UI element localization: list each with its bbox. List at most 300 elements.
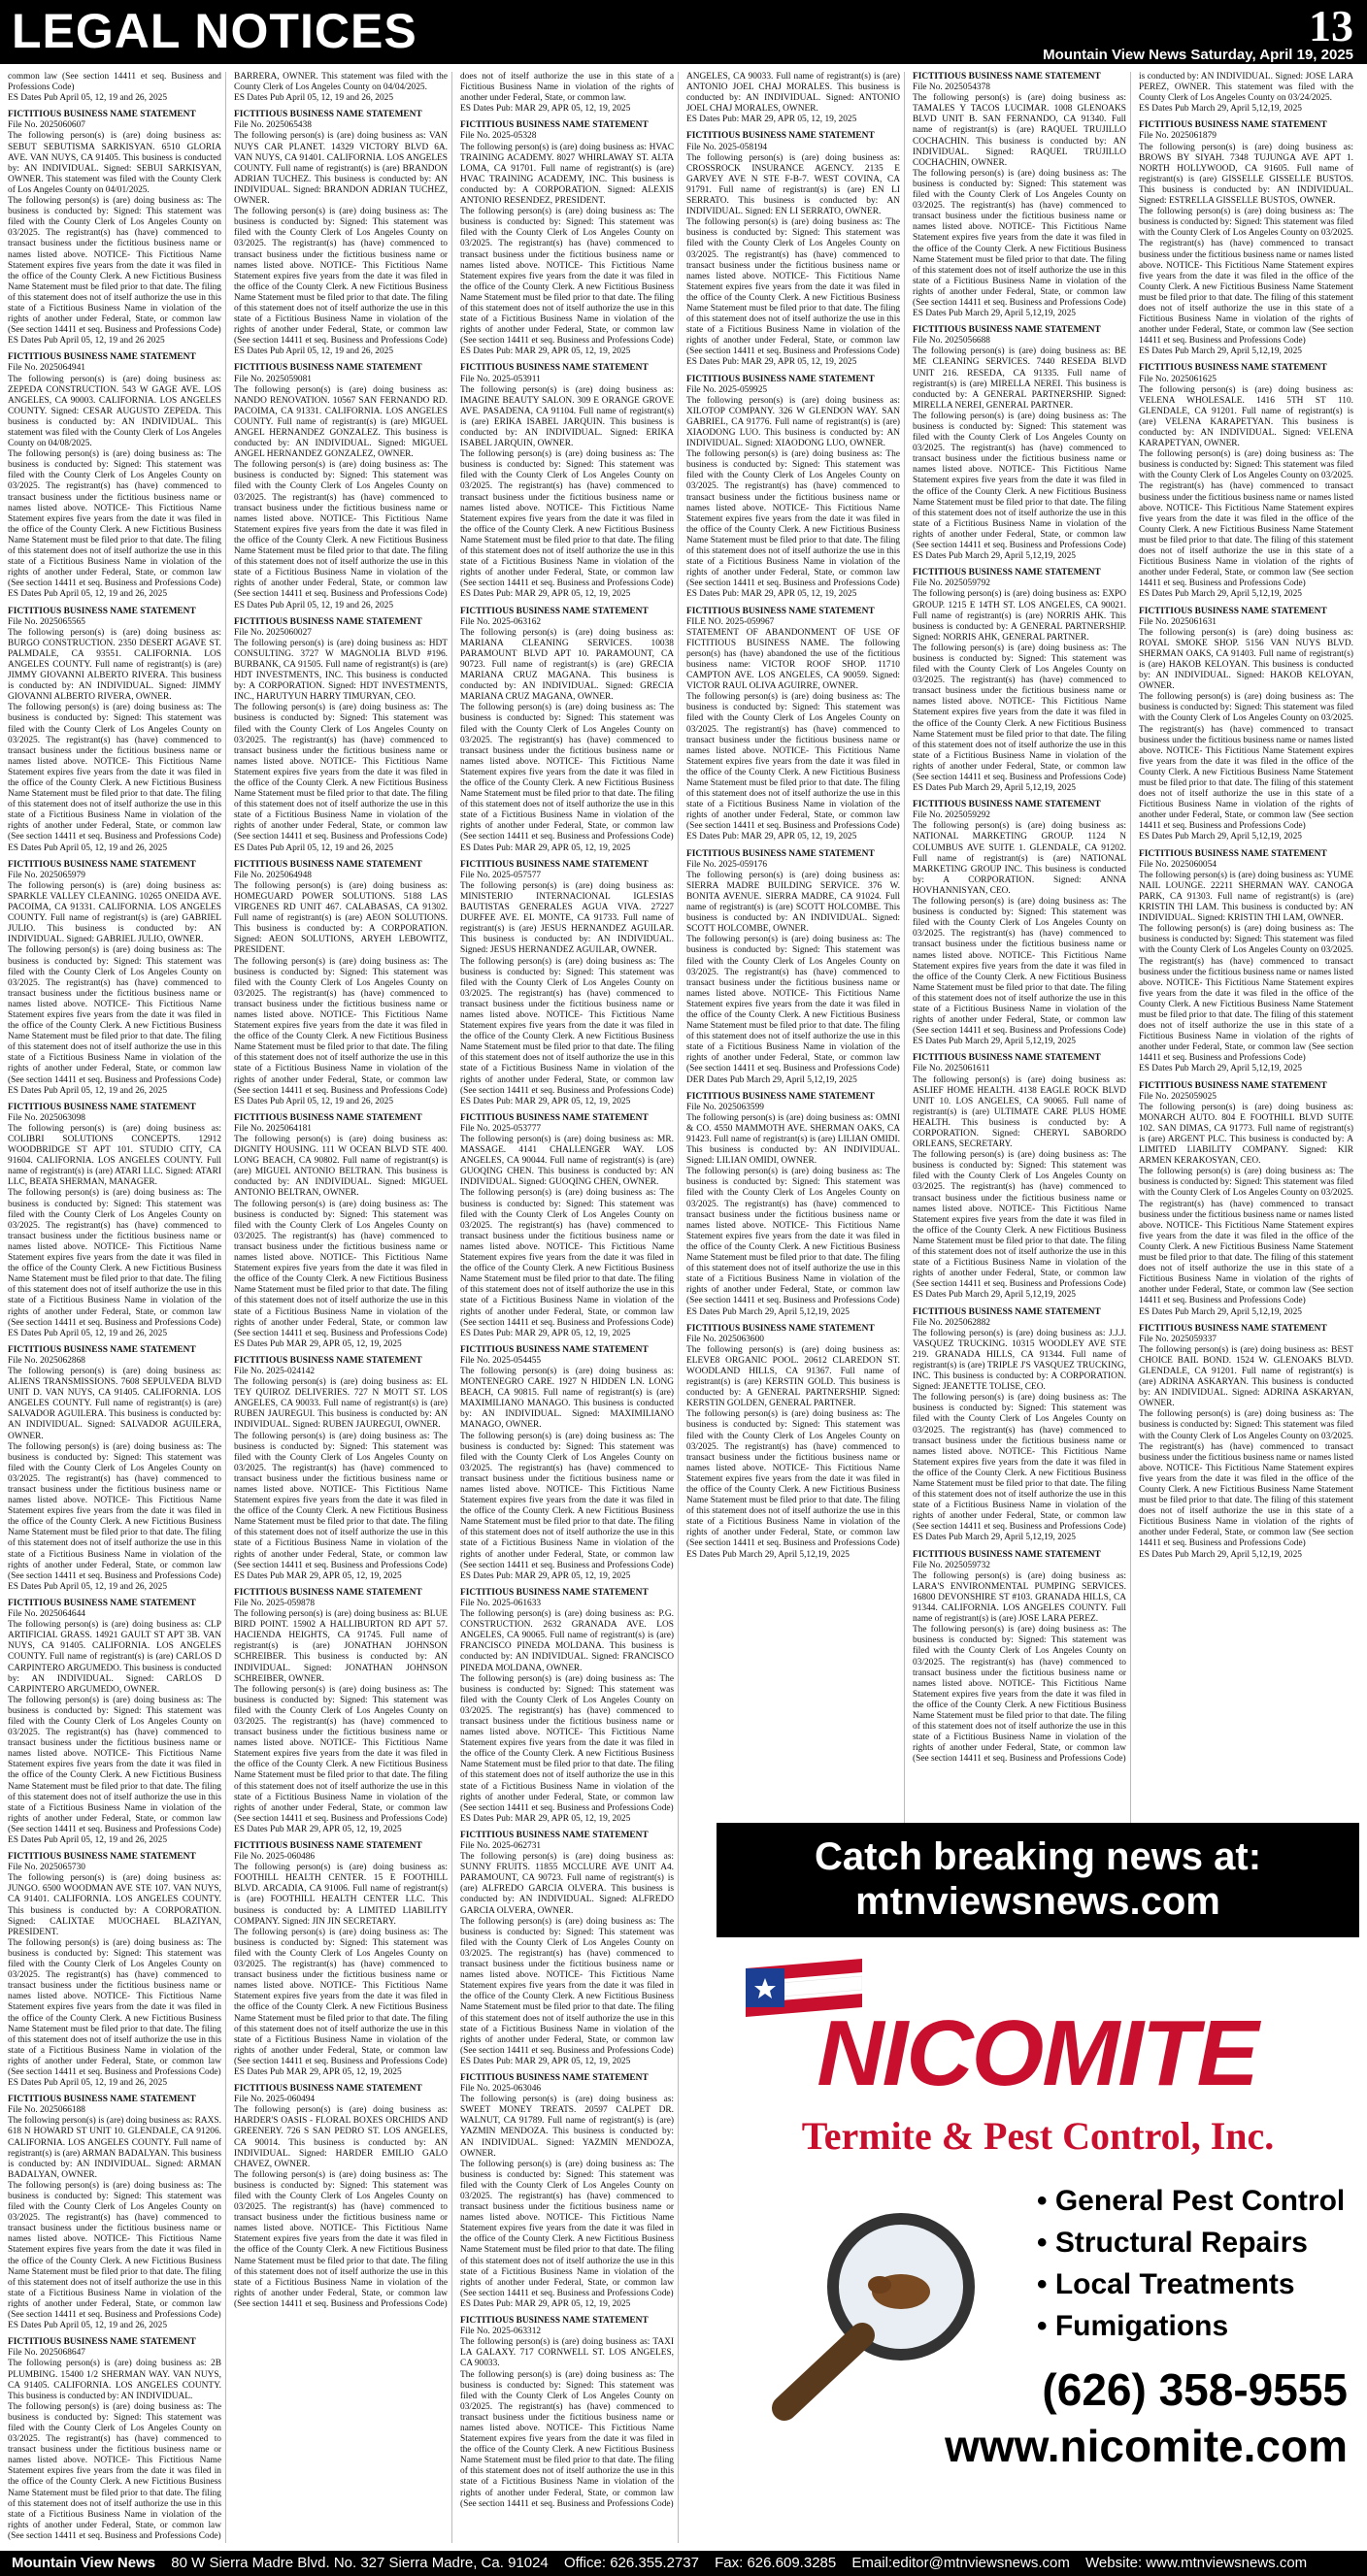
notice-boilerplate: The following person(s) is (are) doing business as: The business is conducted by: Signed: This statement was filed with the County Clerk of Los Angeles County on 03/2025. The registrant(s) has (have) commenced to transact business under the fictitious business name or names listed above. NOTICE- This Fictitious Name Statement expires five years from the date it was filed in the office of the County Clerk. A new Fictitious Business Name Statement must be filed prior to that date. The filing of this statement does not of itself authorize the use in this state of a Fictitious Business Name in violation of the rights of another under Federal, State, or common law (See section 14411 et seq. Business and Professions Code): [686, 935, 900, 1074]
notice-publication-dates: ES Dates Pub: MAR 29, APR 05, 12, 19, 2025: [686, 115, 857, 125]
notice-boilerplate: The following person(s) is (are) doing business as: The business is conducted by: Signed: This statement was filed with the County Clerk of Los Angeles County on 03/2025. The registrant(s) has (have) commenced to transact business under the fictitious business name or names listed above. NOTICE- This Fictitious Name Statement expires five years from the date it was filed in the office of the County Clerk. A new Fictitious Business Name Statement must be filed prior to that date. The filing of this statement does not of itself authorize the use in this state of a Fictitious Business Name in violation of the rights of another under Federal, State, or common law (See section 14411 et seq. Business and Professions Code): [8, 703, 221, 842]
notice-publication-dates: DER Dates Pub March 29, April 5,12,19, 2025: [686, 1074, 857, 1085]
notice-publication-dates: ES Dates Pub: MAR 29, APR 05, 12, 19, 2025: [460, 347, 631, 357]
notice-publication-dates: ES Dates Pub MAR 29, APR 05, 12, 19, 2025: [234, 2066, 402, 2077]
notice-heading: FICTITIOUS BUSINESS NAME STATEMENT: [8, 352, 196, 363]
notice-file-number: File No. 2025056688: [913, 336, 990, 347]
service-item: • Local Treatments: [1037, 2263, 1348, 2305]
notice-publication-dates: ES Dates Pub March 29, April 5,12,19, 2025: [686, 1549, 850, 1560]
legal-notice: [460, 2316, 674, 2510]
notice-boilerplate: The following person(s) is (are) doing business as: The business is conducted by: Signed: This statement was filed with the County Clerk of Los Angeles County on 03/2025. The registrant(s) has (have) commenced to transact business under the fictitious business name or names listed above. NOTICE- This Fictitious Name Statement expires five years from the date it was filed in the office of the County Clerk. A new Fictitious Business Name Statement must be filed prior to that date. The filing of this statement does not of itself authorize the use in this state of a Fictitious Business Name in violation of the rights of another under Federal, State, or common law (See section 14411 et seq. Business and Professions Code): [1139, 449, 1353, 589]
notice-publication-dates: ES Dates Pub March 29, April 5,12,19, 2025: [913, 1290, 1076, 1301]
notice-heading: FICTITIOUS BUSINESS NAME STATEMENT: [1139, 1323, 1327, 1334]
notice-publication-dates: ES Dates Pub MAR 29, APR 05, 12, 19, 2025: [234, 1570, 402, 1581]
legal-notice: [913, 1550, 1126, 1766]
notice-body: The following person(s) is (are) doing business as: DIGNITY HOUSING. 111 W OCEAN BLVD STE 400. LONG BEACH, CA 90802. Full name of registrant(s) is (are) MIGUEL ANTONIO BELTRAN. This business is conducted by: AN INDIVIDUAL. Signed: MIGUEL ANTONIO BELTRAN, OWNER.: [234, 1135, 448, 1199]
notice-boilerplate: The following person(s) is (are) doing business as: The business is conducted by: Signed: This statement was filed with the County Clerk of Los Angeles County on 03/2025. The registrant(s) has (have) commenced to transact business under the fictitious business name or names listed above. NOTICE- This Fictitious Name Statement expires five years from the date it was filed in the office of the County Clerk. A new Fictitious Business Name Statement must be filed prior to that date. The filing of this statement does not of itself authorize the use in this state of a Fictitious Business Name in violation of the rights of another under Federal, State, or common law (See section 14411 et seq. Business and Professions Code): [234, 956, 448, 1096]
notice-boilerplate: The following person(s) is (are) doing business as: The business is conducted by: Signed: This statement was filed with the County Clerk of Los Angeles County on 03/2025. The registrant(s) has (have) commenced to transact business under the fictitious business name or names listed above. NOTICE- This Fictitious Name Statement expires five years from the date it was filed in the office of the County Clerk. A new Fictitious Business Name Statement must be filed prior to that date. The filing of this statement does not of itself authorize the use in this state of a Fictitious Business Name in violation of the rights of another under Federal, State, or common law (See section 14411 et seq. Business and Professions Code): [913, 643, 1126, 782]
notice-boilerplate: The following person(s) is (are) doing business as: The business is conducted by: Signed: This statement was filed with the County Clerk of Los Angeles County on 03/2025. The registrant(s) has (have) commenced to transact business under the fictitious business name or names listed above. NOTICE- This Fictitious Name Statement expires five years from the date it was filed in the office of the County Clerk. A new Fictitious Business Name Statement must be filed prior to that date. The filing of this statement does not of itself authorize the use in this state of a Fictitious Business Name in violation of the rights of another under Federal, State, or common law (See section 14411 et seq. Business and Professions Code): [686, 449, 900, 589]
notice-body: The following person(s) is (are) doing business as: XILOTOP COMPANY. 326 W GLENDON WAY. SAN GABRIEL, CA 91776. Full name of registrant(s) is (are) XIAODONG LUO. This business is conducted by: AN INDIVIDUAL. Signed: XIAODONG LUO, OWNER.: [686, 395, 900, 449]
notice-file-number: File No. 2025059337: [1139, 1334, 1217, 1344]
legal-notice: [686, 1324, 900, 1561]
notice-heading: FICTITIOUS BUSINESS NAME STATEMENT: [460, 363, 649, 374]
notice-boilerplate: The following person(s) is (are) doing business as: The business is conducted by: Signed: This statement was filed with the County Clerk of Los Angeles County on 03/2025. The registrant(s) has (have) commenced to transact business under the fictitious business name or names listed above. NOTICE- This Fictitious Name Statement expires five years from the date it was filed in the office of the County Clerk. A new Fictitious Business Name Statement must be filed prior to that date. The filing of this statement does not of itself authorize the use in this state of a Fictitious Business Name in violation of the rights of another under Federal, State, or common law (See section 14411 et seq. Business and Professions Code): [460, 1916, 674, 2056]
section-title: LEGAL NOTICES: [12, 4, 417, 58]
notice-heading: FICTITIOUS BUSINESS NAME STATEMENT: [460, 859, 649, 870]
notice-body: The following person(s) is (are) doing business as: ALIENS TRANSMISSIONS. 7608 SEPULVEDA BLVD UNIT D. VAN NUYS, CA 91405. CALIFORNIA. LOS ANGELES COUNTY. Full name of registrant(s) is (are) SALVADOR AGUILERA. This business is conducted by: AN INDIVIDUAL. Signed: SALVADOR AGUILERA, OWNER.: [8, 1366, 221, 1441]
legal-notice: [234, 1588, 448, 1835]
notice-publication-dates: ES Dates Pub April 05, 12, 19 and 26, 2025: [8, 2078, 168, 2089]
legal-notice: [686, 72, 900, 125]
notice-file-number: File No. 2025-058194: [686, 142, 768, 152]
notice-body: common law (See section 14411 et seq. Business and Professions Code): [8, 72, 221, 93]
notice-file-number: File No. 2025-059878: [234, 1598, 316, 1608]
notice-boilerplate: The following person(s) is (are) doing business as: The business is conducted by: Signed: This statement was filed with the County Clerk of Los Angeles County on 03/2025. The registrant(s) has (have) commenced to transact business under the fictitious business name or names listed above. NOTICE- This Fictitious Name Statement expires five years from the date it was filed in the office of the County Clerk. A new Fictitious Business Name Statement must be filed prior to that date. The filing of this statement does not of itself authorize the use in this state of a Fictitious Business Name in violation of the rights of another under Federal, State, or common law (See section 14411 et seq. Business and Professions Code): [234, 207, 448, 347]
notice-body: The following person(s) is (are) doing business as: VELENA WHOLESALE. 1416 5TH ST 110. GLENDALE, CA 91201. Full name of registrant(s) is (are) VELENA KARAPETYAN. This business is conducted by: AN INDIVIDUAL. Signed: VELENA KARAPETYAN, OWNER.: [1139, 384, 1353, 449]
legal-notice: [8, 2337, 221, 2542]
notice-body: The following person(s) is (are) doing business as: OMNI & CO. 4550 MAMMOTH AVE. SHERMAN OAKS, CA 91423. Full name of registrant(s) is (are) LILIAN OMIDI. This business is conducted by: AN INDIVIDUAL. Signed: LILIAN OMIDI, OWNER.: [686, 1112, 900, 1167]
notice-heading: FICTITIOUS BUSINESS NAME STATEMENT: [460, 1587, 649, 1598]
notice-body: The following person(s) is (are) doing business as: MARIANA CLEANING SERVICES. 10038 PARAMOUNT BLVD APT 10. PARAMOUNT, CA 90723. Full name of registrant(s) is (are) GRECIA MARIANA CRUZ MAGANA. This business is conducted by: AN INDIVIDUAL. Signed: GRECIA MARIANA CRUZ MAGANA, OWNER.: [460, 627, 674, 703]
notice-publication-dates: ES Dates Pub April 05, 12, 19 and 26, 2025: [8, 93, 168, 104]
notice-file-number: File No. 2025-063046: [460, 2084, 542, 2095]
notice-publication-dates: ES Dates Pub March 29, April 5,12,19, 2025: [913, 1037, 1076, 1047]
footer-fax: Fax: 626.609.3285: [715, 2555, 837, 2571]
notice-file-number: File No. 2025065565: [8, 616, 85, 627]
notice-body: The following person(s) is (are) doing business as: HOMEGUARD POWER SOLUTIONS. 5188 LAS VIRGENES RD UNIT 467. CALABASAS, CA 91302. Full name of registrant(s) is (are) AEON SOLUTIONS. This business is conducted by: A CORPORATION. Signed: AEON SOLUTIONS, ARYEH LEBOWITZ, PRESIDENT.: [234, 880, 448, 956]
notice-boilerplate: The following person(s) is (are) doing business as: The business is conducted by: Signed: This statement was filed with the County Clerk of Los Angeles County on 03/2025. The registrant(s) has (have) commenced to transact business under the fictitious business name or names listed above. NOTICE- This Fictitious Name Statement expires five years from the date it was filed in the office of the County Clerk. A new Fictitious Business Name Statement must be filed prior to that date. The filing of this statement does not of itself authorize the use in this state of a Fictitious Business Name in violation of the rights of another under Federal, State, or common law (See section 14411 et seq. Business and Professions Code): [1139, 207, 1353, 347]
notice-file-number: File No. 2025-059925: [686, 384, 768, 395]
legal-notice: [913, 800, 1126, 1047]
notice-heading: FICTITIOUS BUSINESS NAME STATEMENT: [8, 2095, 196, 2105]
notice-heading: FICTITIOUS BUSINESS NAME STATEMENT: [234, 2084, 422, 2095]
notice-publication-dates: ES Dates Pub March 29, April 5,12,19, 2025: [913, 1533, 1076, 1543]
notice-body: The following person(s) is (are) doing business as: 2B PLUMBING. 15400 1/2 SHERMAN WAY. VAN NUYS, CA 91405. CALIFORNIA. LOS ANGELES COUNTY. This business is conducted by: AN INDIVIDUAL.: [8, 2359, 221, 2401]
notice-body: The following person(s) is (are) doing business as: MR. MASSAGE. 4141 CHALLENGER WAY. LOS ANGELES, CA 90044. Full name of registrant(s) is (are) GUOQING CHEN. This business is conducted by: AN INDIVIDUAL. Signed: GUOQING CHEN, OWNER.: [460, 1135, 674, 1188]
legal-notice: [913, 72, 1126, 319]
notice-body: The following person(s) is (are) doing business as: TAMALES Y TACOS LUCIMAR. 1008 GLENOAKS BLVD UNIT B. SAN FERNANDO, CA 91340. Full name of registrant(s) is (are) RAQUEL TRUJILLO COCHACHIN. This business is conducted by: AN INDIVIDUAL. Signed: RAQUEL TRUJILLO COCHACHIN, OWNER.: [913, 93, 1126, 168]
legal-notice: [913, 1053, 1126, 1301]
notice-column: [8, 72, 226, 2543]
notice-file-number: File No. 2025-061633: [460, 1598, 542, 1608]
notice-body: The following person(s) is (are) doing business as: BLUE BIRD POINT. 15902 A HALLIBURTON RD APT 57. HACIENDA HEIGHTS, CA 91745. Full name of registrant(s) is (are) JONATHAN JOHNSON SCHREIBER. This business is conducted by: AN INDIVIDUAL. Signed: JONATHAN JOHNSON SCHREIBER, OWNER.: [234, 1609, 448, 1684]
notice-boilerplate: The following person(s) is (are) doing business as: The business is conducted by: Signed: This statement was filed with the County Clerk of Los Angeles County on 03/2025. The registrant(s) has (have) commenced to transact business under the fictitious business name or names listed above. NOTICE- This Fictitious Name Statement expires five years from the date it was filed in the office of the County Clerk. A new Fictitious Business Name Statement must be filed prior to that date. The filing of this statement does not of itself authorize the use in this state of a Fictitious Business Name in violation of the rights of another under Federal, State, or common law (See section 14411 et seq. Business and Professions Code): [460, 449, 674, 589]
legal-notice: [460, 2073, 674, 2310]
notice-publication-dates: ES Dates Pub April 05, 12, 19 and 26, 2025: [8, 1835, 168, 1845]
legal-notice: [460, 1588, 674, 1825]
legal-notice: [913, 1307, 1126, 1544]
notice-boilerplate: The following person(s) is (are) doing business as: The business is conducted by: Signed: This statement was filed with the County Clerk of Los Angeles County on 03/2025. The registrant(s) has (have) commenced to transact business under the fictitious business name or names listed above. NOTICE- This Fictitious Name Statement expires five years from the date it was filed in the office of the County Clerk. A new Fictitious Business Name Statement must be filed prior to that date. The filing of this statement does not of itself authorize the use in this state of a Fictitious Business Name in violation of the rights of another under Federal, State, or common law (See section 14411 et seq. Business and Professions Code): [460, 2369, 674, 2509]
notice-publication-dates: ES Dates Pub: MAR 29, APR 05, 12, 19, 2025: [460, 842, 631, 853]
notice-file-number: File No. 2025-024142: [234, 1366, 316, 1376]
legal-notice: [460, 120, 674, 357]
notice-publication-dates: ES Dates Pub: MAR 29, APR 05, 12, 19, 2025: [460, 2298, 631, 2309]
legal-notice: [1139, 607, 1353, 843]
notice-body: The following person(s) is (are) doing business as: IMAGINE BEAUTY SALON. 309 E ORANGE GROVE AVE. PASADENA, CA 91104. Full name of registrant(s) is (are) ERIKA ISABEL JARQUIN. This business is conducted by: AN INDIVIDUAL. Signed: ERIKA ISABEL JARQUIN, OWNER.: [460, 384, 674, 449]
notice-body: The following person(s) is (are) doing business as: MINISTERIO INTERNACIONAL IGLESIAS BAUTISTAS GENERALES AGUA VIVA. 27227 DURFEE AVE. EL MONTE, CA 91733. Full name of registrant(s) is (are) JESUS HERNANDEZ AGUILAR. This business is conducted by: AN INDIVIDUAL. Signed: JESUS HERNANDEZ AGUILAR, OWNER.: [460, 880, 674, 956]
notice-file-number: File No. 2025064181: [234, 1123, 312, 1134]
notice-boilerplate: The following person(s) is (are) doing business as: The business is conducted by: Signed: This statement was filed with the County Clerk of Los Angeles County on 03/2025. The registrant(s) has (have) commenced to transact business under the fictitious business name or names listed above. NOTICE- This Fictitious Name Statement expires five years from the date it was filed in the office of the County Clerk. A new Fictitious Business Name Statement must be filed prior to that date. The filing of this statement does not of itself authorize the use in this state of a Fictitious Business Name in violation of the rights of another under Federal, State, or common law (See section 14411 et seq. Business and Professions Code): [234, 460, 448, 600]
notice-file-number: FILE NO. 2025-059967: [686, 616, 775, 627]
footer-publication: Mountain View News: [12, 2555, 156, 2571]
notice-file-number: File No. 2025060027: [234, 627, 312, 638]
notice-boilerplate: The following person(s) is (are) doing business as: The business is conducted by: Signed: This statement was filed with the County Clerk of Los Angeles County on 03/2025. The registrant(s) has (have) commenced to transact business under the fictitious business name or names listed above. NOTICE- This Fictitious Name Statement expires five years from the date it was filed in the office of the County Clerk. A new Fictitious Business Name Statement must be filed prior to that date. The filing of this statement does not of itself authorize the use in this state of a Fictitious Business Name in violation of the rights of another under Federal, State, or common law (See section 14411 et seq. Business and Professions Code): [913, 1150, 1126, 1290]
notice-body: The following person(s) is (are) doing business as: SEBUT SEBUTISMA SARKISYAN. 6510 GLORIA AVE. VAN NUYS, CA 91405. This business is conducted by: AN INDIVIDUAL. Signed: SEBUI SARKISYAN, OWNER. This statement was filed with the County Clerk of Los Angeles County on 04/01/2025.: [8, 131, 221, 195]
notice-heading: FICTITIOUS BUSINESS NAME STATEMENT: [686, 374, 875, 384]
notice-publication-dates: ES Dates Pub: MAR 29, APR 05, 12, 19, 2025: [460, 589, 631, 600]
notice-boilerplate: The following person(s) is (are) doing business as: The business is conducted by: Signed: This statement was filed with the County Clerk of Los Angeles County on 03/2025. The registrant(s) has (have) commenced to transact business under the fictitious business name or names listed above. NOTICE- This Fictitious Name Statement expires five years from the date it was filed in the office of the County Clerk. A new Fictitious Business Name Statement must be filed prior to that date. The filing of this statement does not of itself authorize the use in this state of a Fictitious Business Name in violation of the rights of another under Federal, State, or common law (See section 14411 et seq. Business and Professions Code): [234, 2169, 448, 2309]
notice-boilerplate: The following person(s) is (are) doing business as: The business is conducted by: Signed: This statement was filed with the County Clerk of Los Angeles County on 03/2025. The registrant(s) has (have) commenced to transact business under the fictitious business name or names listed above. NOTICE- This Fictitious Name Statement expires five years from the date it was filed in the office of the County Clerk. A new Fictitious Business Name Statement must be filed prior to that date. The filing of this statement does not of itself authorize the use in this state of a Fictitious Business Name in violation of the rights of another under Federal, State, or common law (See section 14411 et seq. Business and Professions Code): [8, 1441, 221, 1581]
legal-notice: [8, 607, 221, 854]
notice-body: The following person(s) is (are) doing business as: BURGO CONSTRUCTION. 2350 DESERT AGAVE ST. PALMDALE, CA 93551. CALIFORNIA. LOS ANGELES COUNTY. Full name of registrant(s) is (are) JIMMY GIOVANNI ALBERTO RIVERA. This business is conducted by: AN INDIVIDUAL. Signed: JIMMY GIOVANNI ALBERTO RIVERA, OWNER.: [8, 627, 221, 703]
legal-notice: [686, 849, 900, 1086]
notice-body: The following person(s) is (are) doing business as: CLP ARTIFICIAL GRASS. 14921 GAULT ST APT 3B. VAN NUYS, CA 91405. CALIFORNIA. LOS ANGELES COUNTY. Full name of registrant(s) is (are) CARLOS D CARPINTERO ARGUMEDO. This business is conducted by: AN INDIVIDUAL. Signed: CARLOS D CARPINTERO ARGUMEDO, OWNER.: [8, 1620, 221, 1695]
notice-file-number: File No. 2025062882: [913, 1317, 990, 1328]
notice-publication-dates: ES Dates Pub March 29, April 5,12,19, 2025: [913, 309, 1076, 319]
legal-notice: [460, 607, 674, 854]
notice-boilerplate: The following person(s) is (are) doing business as: The business is conducted by: Signed: This statement was filed with the County Clerk of Los Angeles County on 03/2025. The registrant(s) has (have) commenced to transact business under the fictitious business name or names listed above. NOTICE- This Fictitious Name Statement expires five years from the date it was filed in the office of the County Clerk. A new Fictitious Business Name Statement must be filed prior to that date. The filing of this statement does not of itself authorize the use in this state of a Fictitious Business Name in violation of the rights of another under Federal, State, or common law (See section 14411 et seq. Business and Professions Code): [234, 703, 448, 842]
legal-notice: [686, 131, 900, 368]
notice-body: The following person(s) is (are) doing business as: YUME NAIL LOUNGE. 22211 SHERMAN WAY. CANOGA PARK, CA 91303. Full name of registrant(s) is (are) KRISTIN THI LAM. This business is conducted by: AN INDIVIDUAL. Signed: KRISTIN THI LAM, OWNER.: [1139, 870, 1353, 924]
notice-heading: FICTITIOUS BUSINESS NAME STATEMENT: [8, 859, 196, 870]
legal-notice: [460, 1345, 674, 1582]
notice-publication-dates: ES Dates Pub: MAR 29, APR 05, 12, 19, 2025: [686, 357, 857, 368]
notice-publication-dates: ES Dates Pub April 05, 12, 19 and 26, 2025: [8, 1085, 168, 1096]
service-item: • Fumigations: [1037, 2305, 1348, 2347]
notice-boilerplate: The following person(s) is (are) doing business as: The business is conducted by: Signed: This statement was filed with the County Clerk of Los Angeles County on 03/2025. The registrant(s) has (have) commenced to transact business under the fictitious business name or names listed above. NOTICE- This Fictitious Name Statement expires five years from the date it was filed in the office of the County Clerk. A new Fictitious Business Name Statement must be filed prior to that date. The filing of this statement does not of itself authorize the use in this state of a Fictitious Business Name in violation of the rights of another under Federal, State, or common law (See section 14411 et seq. Business and Professions Code): [913, 1625, 1126, 1765]
notice-heading: FICTITIOUS BUSINESS NAME STATEMENT: [8, 1102, 196, 1112]
notice-file-number: File No. 2025062868: [8, 1355, 85, 1366]
notice-publication-dates: ES Dates Pub April 05, 12, 19 and 26, 2025: [234, 600, 394, 611]
notice-heading: FICTITIOUS BUSINESS NAME STATEMENT: [686, 848, 875, 859]
notice-body: The following person(s) is (are) doing business as: P.G. CONSTRUCTION. 2632 GRANADA AVE. LOS ANGELES, CA 90065. Full name of registrant(s) is (are) FRANCISCO PINEDA MOLDANA. This business is conducted by: AN INDIVIDUAL. Signed: FRANCISCO PINEDA MOLDANA, OWNER.: [460, 1609, 674, 1673]
legal-notice: [8, 110, 221, 347]
notice-file-number: File No. 2025-053911: [460, 374, 541, 384]
legal-notice: [234, 1841, 448, 2078]
legal-notice: [234, 860, 448, 1107]
legal-notice: [234, 1113, 448, 1350]
notice-file-number: File No. 2025065438: [234, 120, 312, 131]
notice-heading: FICTITIOUS BUSINESS NAME STATEMENT: [460, 1344, 649, 1355]
notice-file-number: File No. 2025063600: [686, 1334, 764, 1344]
notice-publication-dates: ES Dates Pub April 05, 12, 19 and 26, 2025: [8, 589, 168, 600]
notice-file-number: File No. 2025064948: [234, 870, 312, 880]
notice-heading: FICTITIOUS BUSINESS NAME STATEMENT: [913, 800, 1101, 810]
notice-boilerplate: The following person(s) is (are) doing business as: The business is conducted by: Signed: This statement was filed with the County Clerk of Los Angeles County on 03/2025. The registrant(s) has (have) commenced to transact business under the fictitious business name or names listed above. NOTICE- This Fictitious Name Statement expires five years from the date it was filed in the office of the County Clerk. A new Fictitious Business Name Statement must be filed prior to that date. The filing of this statement does not of itself authorize the use in this state of a Fictitious Business Name in violation of the rights of another under Federal, State, or common law (See section 14411 et seq. Business and Professions Code): [460, 1188, 674, 1328]
notice-heading: FICTITIOUS BUSINESS NAME STATEMENT: [913, 1306, 1101, 1317]
notice-file-number: File No. 2025-063312: [460, 2327, 542, 2337]
notice-publication-dates: ES Dates Pub April 05, 12, 19 and 26, 2025: [234, 347, 394, 357]
notice-boilerplate: The following person(s) is (are) doing business as: The business is conducted by: Signed: This statement was filed with the County Clerk of Los Angeles County on 03/2025. The registrant(s) has (have) commenced to transact business under the fictitious business name or names listed above. NOTICE- This Fictitious Name Statement expires five years from the date it was filed in the office of the County Clerk. A new Fictitious Business Name Statement must be filed prior to that date. The filing of this statement does not of itself authorize the use in this state of a Fictitious Business Name in violation of the rights of another under Federal, State, or common law (See section 14411 et seq. Business and Professions Code): [460, 207, 674, 347]
notice-heading: FICTITIOUS BUSINESS NAME STATEMENT: [686, 1091, 875, 1102]
legal-notice: [8, 72, 221, 104]
notice-heading: FICTITIOUS BUSINESS NAME STATEMENT: [8, 2337, 196, 2348]
notice-heading: FICTITIOUS BUSINESS NAME STATEMENT: [234, 1112, 422, 1123]
notice-file-number: File No. 2025-060486: [234, 1852, 316, 1863]
notice-boilerplate: The following person(s) is (are) doing business as: The business is conducted by: Signed: This statement was filed with the County Clerk of Los Angeles County on 03/2025. The registrant(s) has (have) commenced to transact business under the fictitious business name or names listed above. NOTICE- This Fictitious Name Statement expires five years from the date it was filed in the office of the County Clerk. A new Fictitious Business Name Statement must be filed prior to that date. The filing of this statement does not of itself authorize the use in this state of a Fictitious Business Name in violation of the rights of another under Federal, State, or common law (See section 14411 et seq. Business and Professions Code): [1139, 692, 1353, 832]
notice-body: The following person(s) is (are) doing business as: JUNGO. 6500 WOODMAN AVE STE 107. VAN NUYS, CA 91401. CALIFORNIA. LOS ANGELES COUNTY. This business is conducted by: A CORPORATION. Signed: CALIXTAE MUOCHAEL BLAZIYAN, PRESIDENT.: [8, 1873, 221, 1937]
notice-publication-dates: ES Dates Pub March 29, April 5,12,19, 2025: [913, 551, 1076, 562]
notice-boilerplate: The following person(s) is (are) doing business as: The business is conducted by: Signed: This statement was filed with the County Clerk of Los Angeles County on 03/2025. The registrant(s) has (have) commenced to transact business under the fictitious business name or names listed above. NOTICE- This Fictitious Name Statement expires five years from the date it was filed in the office of the County Clerk. A new Fictitious Business Name Statement must be filed prior to that date. The filing of this statement does not of itself authorize the use in this state of a Fictitious Business Name in violation of the rights of another under Federal, State, or common law (See section 14411 et seq. Business and Professions Code): [460, 956, 674, 1096]
notice-file-number: File No. 2025-057577: [460, 870, 542, 880]
legal-notice: [1139, 363, 1353, 600]
notice-heading: FICTITIOUS BUSINESS NAME STATEMENT: [460, 2316, 649, 2327]
notice-heading: FICTITIOUS BUSINESS NAME STATEMENT: [234, 1841, 422, 1851]
notice-heading: FICTITIOUS BUSINESS NAME STATEMENT: [8, 1598, 196, 1608]
legal-notice: [1139, 72, 1353, 115]
legal-notice: [913, 568, 1126, 794]
ad-phone[interactable]: (626) 358-9555: [1042, 2364, 1348, 2415]
legal-notice: [460, 1113, 674, 1339]
notice-heading: FICTITIOUS BUSINESS NAME STATEMENT: [460, 606, 649, 616]
notice-heading: FICTITIOUS BUSINESS NAME STATEMENT: [1139, 120, 1327, 131]
notice-heading: FICTITIOUS BUSINESS NAME STATEMENT: [1139, 848, 1327, 859]
notice-body: The following person(s) is (are) doing business as: LARA'S ENVIRONMENTAL PUMPING SERVICES. 16800 DEVONSHIRE ST #103. GRANADA HILLS, CA 91344. CALIFORNIA. LOS ANGELES COUNTY. Full name of registrant(s) is (are) JOSE LARA PEREZ.: [913, 1570, 1126, 1625]
notice-publication-dates: ES Dates Pub April 05, 12, 19 and 26 2025: [8, 336, 165, 347]
notice-publication-dates: ES Dates Pub March 29, April 5,12,19, 2025: [1139, 104, 1302, 115]
notice-boilerplate: The following person(s) is (are) doing business as: The business is conducted by: Signed: This statement was filed with the County Clerk of Los Angeles County on 03/2025. The registrant(s) has (have) commenced to transact business under the fictitious business name or names listed above. NOTICE- This Fictitious Name Statement expires five years from the date it was filed in the office of the County Clerk. A new Fictitious Business Name Statement must be filed prior to that date. The filing of this statement does not of itself authorize the use in this state of a Fictitious Business Name in violation of the rights of another under Federal, State, or common law (See section 14411 et seq. Business and Professions Code): [1139, 924, 1353, 1064]
notice-body: ANGELES, CA 90033. Full name of registrant(s) is (are) ANTONIO JOEL CHAJ MORALES. This business is conducted by: AN INDIVIDUAL. Signed: ANTONIO JOEL CHAJ MORALES, OWNER.: [686, 72, 900, 115]
notice-file-number: File No. 2025-059176: [686, 859, 768, 870]
notice-body: The following person(s) is (are) doing business as: ELEVE8 ORGANIC POOL. 20612 CLAREDON ST. WOODLAND HILLS, CA 91367. Full name of registrant(s) is (are) KERSTIN GOLD. This business is conducted by: A GENERAL PARTNERSHIP. Signed: KERSTIN GOLDEN, GENERAL PARTNER.: [686, 1344, 900, 1409]
notice-heading: FICTITIOUS BUSINESS NAME STATEMENT: [686, 131, 875, 142]
notice-heading: FICTITIOUS BUSINESS NAME STATEMENT: [460, 1830, 649, 1840]
ad-services-list: [1037, 2180, 1348, 2347]
notice-file-number: File No. 2025061631: [1139, 616, 1217, 627]
notice-publication-dates: ES Dates Pub March 29, April 5,12,19, 2025: [1139, 1549, 1302, 1560]
legal-notice: [686, 607, 900, 843]
notice-file-number: File No. 2025061625: [1139, 374, 1217, 384]
notice-file-number: File No. 2025064644: [8, 1609, 85, 1620]
notice-body: The following person(s) is (are) doing business as: BROWS BY SIYAH. 7348 TUJUNGA AVE APT 1. NORTH HOLLYWOOD, CA 91605. Full name of registrant(s) is (are) GISSELLE GISSELLE BUSTOS. This business is conducted by: AN INDIVIDUAL. Signed: ESTRELLA GISSELLE BUSTOS, OWNER.: [1139, 142, 1353, 207]
notice-boilerplate: The following person(s) is (are) doing business as: The business is conducted by: Signed: This statement was filed with the County Clerk of Los Angeles County on 03/2025. The registrant(s) has (have) commenced to transact business under the fictitious business name or names listed above. NOTICE- This Fictitious Name Statement expires five years from the date it was filed in the office of the County Clerk. A new Fictitious Business Name Statement must be filed prior to that date. The filing of this statement does not of itself authorize the use in this state of a Fictitious Business Name in violation of the rights of another under Federal, State, or common law (See section 14411 et seq. Business and Professions Code): [8, 2180, 221, 2321]
notice-publication-dates: ES Dates Pub: MAR 29, APR 05, 12, 19, 2025: [460, 1096, 631, 1106]
notice-boilerplate: The following person(s) is (are) doing business as: The business is conducted by: Signed: This statement was filed with the County Clerk of Los Angeles County on 03/2025. The registrant(s) has (have) commenced to transact business under the fictitious business name or names listed above. NOTICE- This Fictitious Name Statement expires five years from the date it was filed in the office of the County Clerk. A new Fictitious Business Name Statement must be filed prior to that date. The filing of this statement does not of itself authorize the use in this state of a Fictitious Business Name in violation of the rights of another under Federal, State, or common law (See section 14411 et seq. Business and Professions Code): [686, 692, 900, 832]
notice-file-number: File No. 2025065730: [8, 1863, 85, 1873]
notice-boilerplate: The following person(s) is (are) doing business as: The business is conducted by: Signed: This statement was filed with the County Clerk of Los Angeles County on 03/2025. The registrant(s) has (have) commenced to transact business under the fictitious business name or names listed above. NOTICE- This Fictitious Name Statement expires five years from the date it was filed in the office of the County Clerk. A new Fictitious Business Name Statement must be filed prior to that date. The filing of this statement does not of itself authorize the use in this state of a Fictitious Business Name in violation of the rights of another under Federal, State, or common law (See section 14411 et seq. Business and Professions Code): [1139, 1167, 1353, 1306]
notice-heading: FICTITIOUS BUSINESS NAME STATEMENT: [8, 1852, 196, 1863]
dateline: Mountain View News Saturday, April 19, 2025: [1043, 47, 1353, 63]
notice-heading: FICTITIOUS BUSINESS NAME STATEMENT: [913, 1549, 1101, 1560]
legal-notice: [460, 72, 674, 115]
notice-boilerplate: The following person(s) is (are) doing business as: The business is conducted by: Signed: This statement was filed with the County Clerk of Los Angeles County on 03/2025. The registrant(s) has (have) commenced to transact business under the fictitious business name or names listed above. NOTICE- This Fictitious Name Statement expires five years from the date it was filed in the office of the County Clerk. A new Fictitious Business Name Statement must be filed prior to that date. The filing of this statement does not of itself authorize the use in this state of a Fictitious Business Name in violation of the rights of another under Federal, State, or common law (See section 14411 et seq. Business and Professions Code): [8, 945, 221, 1085]
legal-notice: [1139, 849, 1353, 1075]
notice-publication-dates: ES Dates Pub April 05, 12, 19 and 26, 2025: [8, 2321, 168, 2331]
notice-boilerplate: The following person(s) is (are) doing business as: The business is conducted by: Signed: This statement was filed with the County Clerk of Los Angeles County on 03/2025. The registrant(s) has (have) commenced to transact business under the fictitious business name or names listed above. NOTICE- This Fictitious Name Statement expires five years from the date it was filed in the office of the County Clerk. A new Fictitious Business Name Statement must be filed prior to that date. The filing of this statement does not of itself authorize the use in this state of a Fictitious Business Name in violation of the rights of another under Federal, State, or common law (See section 14411 et seq. Business and Professions Code): [8, 1695, 221, 1834]
notice-publication-dates: ES Dates Pub: MAR 29, APR 05, 12, 19, 2025: [460, 1570, 631, 1581]
legal-notice: [686, 375, 900, 601]
footer-office-phone: Office: 626.355.2737: [563, 2555, 699, 2571]
notice-heading: FICTITIOUS BUSINESS NAME STATEMENT: [234, 1355, 422, 1366]
notice-boilerplate: The following person(s) is (are) doing business as: The business is conducted by: Signed: This statement was filed with the County Clerk of Los Angeles County on 03/2025. The registrant(s) has (have) commenced to transact business under the fictitious business name or names listed above. NOTICE- This Fictitious Name Statement expires five years from the date it was filed in the office of the County Clerk. A new Fictitious Business Name Statement must be filed prior to that date. The filing of this statement does not of itself authorize the use in this state of a Fictitious Business Name in violation of the rights of another under Federal, State, or common law (See section 14411 et seq. Business and Professions Code): [460, 2159, 674, 2298]
notice-body: The following person(s) is (are) doing business as: NANDO RENOVATION. 10567 SAN FERNANDO RD. PACOIMA, CA 91331. CALIFORNIA. LOS ANGELES COUNTY. Full name of registrant(s) is (are) MIGUEL ANGEL HERNANDEZ GONZALEZ. This business is conducted by: AN INDIVIDUAL. Signed: MIGUEL ANGEL HERNANDEZ GONZALEZ, OWNER.: [234, 384, 448, 460]
legal-notice: [234, 617, 448, 854]
notice-heading: FICTITIOUS BUSINESS NAME STATEMENT: [234, 363, 422, 374]
ad-news-site[interactable]: mtnviewsnews.com: [855, 1880, 1220, 1923]
notice-publication-dates: ES Dates Pub: MAR 29, APR 05, 12, 19, 2025: [460, 104, 631, 115]
notice-publication-dates: ES Dates Pub March 29, April 5,12,19, 2025: [686, 1306, 850, 1317]
notice-body: The following person(s) is (are) doing business as: EXPO GROUP. 1215 E 14TH ST. LOS ANGELES, CA 90021. Full name of registrant(s) is (are) NORRIS AHK. This business is conducted by: A GENERAL PARTNERSHIP. Signed: NORRIS AHK, GENERAL PARTNER.: [913, 589, 1126, 643]
footer-website[interactable]: Website: www.mtnviewsnews.com: [1085, 2555, 1308, 2571]
notice-boilerplate: The following person(s) is (are) doing business as: The business is conducted by: Signed: This statement was filed with the County Clerk of Los Angeles County on 03/2025. The registrant(s) has (have) commenced to transact business under the fictitious business name or names listed above. NOTICE- This Fictitious Name Statement expires five years from the date it was filed in the office of the County Clerk. A new Fictitious Business Name Statement must be filed prior to that date. The filing of this statement does not of itself authorize the use in this state of a Fictitious Business Name in violation of the rights of another under Federal, State, or common law (See section 14411 et seq. Business and Professions Code): [460, 1431, 674, 1570]
notice-file-number: File No. 2025068647: [8, 2348, 85, 2359]
notice-boilerplate: The following person(s) is (are) doing business as: The business is conducted by: Signed: This statement was filed with the County Clerk of Los Angeles County on 03/2025. The registrant(s) has (have) commenced to transact business under the fictitious business name or names listed above. NOTICE- This Fictitious Name Statement expires five years from the date it was filed in the office of the County Clerk. A new Fictitious Business Name Statement must be filed prior to that date. The filing of this statement does not of itself authorize the use in this state of a Fictitious Business Name in violation of the rights of another under Federal, State, or common law (See section 14411 et seq. Business and Professions Code): [460, 1673, 674, 1813]
notice-body: The following person(s) is (are) doing business as: SIERRA MADRE BUILDING SERVICE. 376 W. BONITA AVENUE. SIERRA MADRE, CA 91024. Full name of registrant(s) is (are) SCOTT HOLCOMBE. This business is conducted by: AN INDIVIDUAL. Signed: SCOTT HOLCOMBE, OWNER.: [686, 870, 900, 935]
notice-body: The following person(s) is (are) doing business as: TAXI LA GALAXY. 717 CORNWELL ST. LOS ANGELES, CA 90033.: [460, 2337, 674, 2369]
ad-brand-name: NICOMITE: [817, 2001, 1257, 2105]
notice-file-number: File No. 2025059792: [913, 578, 990, 589]
notice-body: The following person(s) is (are) doing business as: SPARKLE VALLEY CLEANING. 10265 ONEIDA AVE. PACOIMA, CA 91331. CALIFORNIA. LOS ANGELES COUNTY. Full name of registrant(s) is (are) GABRIEL JULIO. This business is conducted by: AN INDIVIDUAL. Signed: GABRIEL JULIO, OWNER.: [8, 880, 221, 945]
notice-publication-dates: ES Dates Pub March 29, April 5,12,19, 2025: [1139, 347, 1302, 357]
legal-notice: [8, 2095, 221, 2331]
notice-body: The following person(s) is (are) doing business as: ZEPEDA CONSTRUCTION. 543 W GAGE AVE. LOS ANGELES, CA 90003. CALIFORNIA. LOS ANGELES COUNTY. Signed: CESAR AUGUSTO ZEPEDA. This business is conducted by: AN INDIVIDUAL. This statement was filed with the County Clerk of Los Angeles County on 04/08/2025.: [8, 374, 221, 449]
notice-column: [460, 72, 679, 2543]
service-item: • Structural Repairs: [1037, 2222, 1348, 2263]
notice-heading: FICTITIOUS BUSINESS NAME STATEMENT: [234, 616, 422, 627]
notice-body: The following person(s) is (are) doing business as: COLIBRI SOLUTIONS CONCEPTS. 12912 WOODBRIDGE ST APT 101. STUDIO CITY, CA 91604. CALIFORNIA. LOS ANGELES COUNTY. Full name of registrant(s) is (are) ATARI LLC. Signed: ATARI LLC, BEATA SHERMAN, MANAGER.: [8, 1123, 221, 1188]
notice-boilerplate: The following person(s) is (are) doing business as: The business is conducted by: Signed: This statement was filed with the County Clerk of Los Angeles County on 03/2025. The registrant(s) has (have) commenced to transact business under the fictitious business name or names listed above. NOTICE- This Fictitious Name Statement expires five years from the date it was filed in the office of the County Clerk. A new Fictitious Business Name Statement must be filed prior to that date. The filing of this statement does not of itself authorize the use in this state of a Fictitious Business Name in violation of the rights of another under Federal, State, or common law (See section 14411 et seq. Business and Professions Code): [8, 449, 221, 589]
notice-heading: FICTITIOUS BUSINESS NAME STATEMENT: [8, 1344, 196, 1355]
legal-notice: [234, 2084, 448, 2310]
notice-publication-dates: ES Dates Pub March 29, April 5,12,19, 2025: [913, 783, 1076, 794]
notice-body: The following person(s) is (are) doing business as: MONARCH AUTO. 804 E FOOTHILL BLVD SUITE 102. SAN DIMAS, CA 91773. Full name of registrant(s) is (are) ARGENT PLC. This business is conducted by: A LIMITED LIABILITY COMPANY. Signed: KIR ARMEN KERAKOSYAN, CEO.: [1139, 1102, 1353, 1167]
notice-boilerplate: The following person(s) is (are) doing business as: The business is conducted by: Signed: This statement was filed with the County Clerk of Los Angeles County on 03/2025. The registrant(s) has (have) commenced to transact business under the fictitious business name or names listed above. NOTICE- This Fictitious Name Statement expires five years from the date it was filed in the office of the County Clerk. A new Fictitious Business Name Statement must be filed prior to that date. The filing of this statement does not of itself authorize the use in this state of a Fictitious Business Name in violation of the rights of another under Federal, State, or common law (See section 14411 et seq. Business and Professions Code): [913, 411, 1126, 551]
notice-heading: FICTITIOUS BUSINESS NAME STATEMENT: [234, 1587, 422, 1598]
ad-catch-line: Catch breaking news at:: [814, 1835, 1262, 1878]
notice-boilerplate: The following person(s) is (are) doing business as: The business is conducted by: Signed: This statement was filed with the County Clerk of Los Angeles County on 03/2025. The registrant(s) has (have) commenced to transact business under the fictitious business name or names listed above. NOTICE- This Fictitious Name Statement expires five years from the date it was filed in the office of the County Clerk. A new Fictitious Business Name Statement must be filed prior to that date. The filing of this statement does not of itself authorize the use in this state of a Fictitious Business Name in violation of the rights of another under Federal, State, or common law (See section 14411 et seq. Business and Professions Code): [686, 1167, 900, 1306]
notice-file-number: File No. 2025060607: [8, 120, 85, 131]
notice-body: The following person(s) is (are) doing business as: FOOTHILL HEALTH CENTER. 15 E FOOTHILL BLVD. ARCADIA, CA 91006. Full name of registrant(s) is (are) FOOTHILL HEALTH CENTER LLC. This business is conducted by: A LIMITED LIABILITY COMPANY. Signed: JIN JIN SECRETARY.: [234, 1863, 448, 1927]
notice-file-number: File No. 2025-063162: [460, 616, 542, 627]
notice-publication-dates: ES Dates Pub April 05, 12, 19 and 26, 2025: [8, 1581, 168, 1592]
legal-notice: [234, 72, 448, 104]
notice-publication-dates: ES Dates Pub March 29, April 5,12,19, 2025: [1139, 832, 1302, 842]
notice-heading: FICTITIOUS BUSINESS NAME STATEMENT: [913, 1053, 1101, 1064]
footer-address: 80 W Sierra Madre Blvd. No. 327 Sierra Madre, Ca. 91024: [171, 2555, 549, 2571]
notice-publication-dates: ES Dates Pub: MAR 29, APR 05, 12, 19, 2025: [460, 2056, 631, 2066]
notice-publication-dates: ES Dates Pub April 05, 12, 19 and 26, 2025: [8, 842, 168, 853]
notice-body: The following person(s) is (are) doing business as: MONTENEGRO CARE. 1927 N HIDDEN LN. LONG BEACH, CA 90815. Full name of registrant(s) is (are) MAXIMILIANO MANAGO. This business is conducted by: AN INDIVIDUAL. Signed: MAXIMILIANO MANAGO, OWNER.: [460, 1366, 674, 1431]
notice-file-number: File No. 2025064941: [8, 363, 85, 374]
notice-boilerplate: The following person(s) is (are) doing business as: The business is conducted by: Signed: This statement was filed with the County Clerk of Los Angeles County on 03/2025. The registrant(s) has (have) commenced to transact business under the fictitious business name or names listed above. NOTICE- This Fictitious Name Statement expires five years from the date it was filed in the office of the County Clerk. A new Fictitious Business Name Statement must be filed prior to that date. The filing of this statement does not of itself authorize the use in this state of a Fictitious Business Name in violation of the rights of another under Federal, State, or common law (See section 14411 et seq. Business and Professions Code): [913, 1393, 1126, 1533]
legal-notice: [460, 860, 674, 1107]
notice-boilerplate: The following person(s) is (are) doing business as: The business is conducted by: Signed: This statement was filed with the County Clerk of Los Angeles County on 03/2025. The registrant(s) has (have) commenced to transact business under the fictitious business name or names listed above. NOTICE- This Fictitious Name Statement expires five years from the date it was filed in the office of the County Clerk. A new Fictitious Business Name Statement must be filed prior to that date. The filing of this statement does not of itself authorize the use in this state of a Fictitious Business Name in violation of the rights of another under Federal, State, or common law (See section 14411 et seq. Business and Professions Code): [913, 168, 1126, 308]
notice-file-number: File No. 2025059081: [234, 374, 312, 384]
notice-publication-dates: ES Dates Pub: MAR 29, APR 05, 12, 19, 2025: [686, 832, 857, 842]
ad-subtitle: Termite & Pest Control, Inc.: [801, 2114, 1275, 2158]
ad-website[interactable]: www.nicomite.com: [945, 2421, 1348, 2471]
nicomite-advertisement[interactable]: [717, 1823, 1359, 2543]
legal-notice: [1139, 120, 1353, 357]
notice-boilerplate: The following person(s) is (are) doing business as: The business is conducted by: Signed: This statement was filed with the County Clerk of Los Angeles County on 03/2025. The registrant(s) has (have) commenced to transact business under the fictitious business name or names listed above. NOTICE- This Fictitious Name Statement expires five years from the date it was filed in the office of the County Clerk. A new Fictitious Business Name Statement must be filed prior to that date. The filing of this statement does not of itself authorize the use in this state of a Fictitious Business Name in violation of the rights of another under Federal, State, or common law (See section 14411 et seq. Business and Professions Code): [460, 703, 674, 842]
notice-boilerplate: The following person(s) is (are) doing business as: The business is conducted by: Signed: This statement was filed with the County Clerk of Los Angeles County on 03/2025. The registrant(s) has (have) commenced to transact business under the fictitious business name or names listed above. NOTICE- This Fictitious Name Statement expires five years from the date it was filed in the office of the County Clerk. A new Fictitious Business Name Statement must be filed prior to that date. The filing of this statement does not of itself authorize the use in this state of a Fictitious Business Name in violation of the rights of another under Federal, State, or common law (See section 14411 et seq. Business and Professions Code): [234, 1927, 448, 2066]
footer-email[interactable]: Email:editor@mtnviewsnews.com: [851, 2555, 1070, 2571]
notice-heading: FICTITIOUS BUSINESS NAME STATEMENT: [460, 1112, 649, 1123]
notice-publication-dates: ES Dates Pub MAR 29, APR 05, 12, 19, 2025: [234, 1824, 402, 1834]
page-number: 13: [1309, 1, 1353, 50]
notice-file-number: File No. 2025061879: [1139, 131, 1217, 142]
notice-boilerplate: The following person(s) is (are) doing business as: The business is conducted by: Signed: This statement was filed with the County Clerk of Los Angeles County on 03/2025. The registrant(s) has (have) commenced to transact business under the fictitious business name or names listed above. NOTICE- This Fictitious Name Statement expires five years from the date it was filed in the office of the County Clerk. A new Fictitious Business Name Statement must be filed prior to that date. The filing of this statement does not of itself authorize the use in this state of a Fictitious Business Name in violation of the rights of another under Federal, State, or common law (See section 14411 et seq. Business and Professions Code): [8, 1188, 221, 1328]
notice-heading: FICTITIOUS BUSINESS NAME STATEMENT: [460, 120, 649, 131]
notice-boilerplate: The following person(s) is (are) doing business as: The business is conducted by: Signed: This statement was filed with the County Clerk of Los Angeles County on 03/2025. The registrant(s) has (have) commenced to transact business under the fictitious business name or names listed above. NOTICE- This Fictitious Name Statement expires five years from the date it was filed in the office of the County Clerk. A new Fictitious Business Name Statement must be filed prior to that date. The filing of this statement does not of itself authorize the use in this state of a Fictitious Business Name in violation of the rights of another under Federal, State, or common law (See section 14411 et seq. Business and Professions Code): [1139, 1409, 1353, 1549]
notice-publication-dates: ES Dates Pub: MAR 29, APR 05, 12, 19, 2025: [686, 589, 857, 600]
notice-boilerplate: The following person(s) is (are) doing business as: The business is conducted by: Signed: This statement was filed with the County Clerk of Los Angeles County on 03/2025. The registrant(s) has (have) commenced to transact business under the fictitious business name or names listed above. NOTICE- This Fictitious Name Statement expires five years from the date it was filed in the office of the County Clerk. A new Fictitious Business Name Statement must be filed prior to that date. The filing of this statement does not of itself authorize the use in this state of a Fictitious Business Name in violation of the rights of another under Federal, State, or common law (See section 14411 et seq. Business and Professions Code): [234, 1431, 448, 1570]
notice-heading: FICTITIOUS BUSINESS NAME STATEMENT: [686, 606, 875, 616]
notice-body: The following person(s) is (are) doing business as: SUNNY FRUITS. 11855 MCCLURE AVE UNIT A4. PARAMOUNT, CA 90723. Full name of registrant(s) is (are) ALFREDO GARCIA OLVERA. This business is conducted by: AN INDIVIDUAL. Signed: ALFREDO GARCIA OLVERA, OWNER.: [460, 1852, 674, 1916]
notice-file-number: File No. 2025065979: [8, 870, 85, 880]
legal-notice: [460, 363, 674, 600]
notice-body: The following person(s) is (are) doing business as: ROYAL SMOKE SHOP. 5156 VAN NUYS BLVD. SHERMAN OAKS, CA 91403. Full name of registrant(s) is (are) HAKOB KELOYAN. This business is conducted by: AN INDIVIDUAL. Signed: HAKOB KELOYAN, OWNER.: [1139, 627, 1353, 692]
notice-file-number: File No. 2025059732: [913, 1560, 990, 1570]
legal-notice: [1139, 1324, 1353, 1561]
notice-heading: FICTITIOUS BUSINESS NAME STATEMENT: [234, 859, 422, 870]
notice-boilerplate: The following person(s) is (are) doing business as: The business is conducted by: Signed: This statement was filed with the County Clerk of Los Angeles County on 03/2025. The registrant(s) has (have) commenced to transact business under the fictitious business name or names listed above. NOTICE- This Fictitious Name Statement expires five years from the date it was filed in the office of the County Clerk. A new Fictitious Business Name Statement must be filed prior to that date. The filing of this statement does not of itself authorize the use in this state of a Fictitious Business Name in violation of the rights of another under Federal, State, or common law (See section 14411 et seq. Business and Professions Code): [913, 897, 1126, 1037]
notice-file-number: File No. 2025054378: [913, 83, 990, 93]
notice-body: BARRERA, OWNER. This statement was filed with the County Clerk of Los Angeles County on 04/04/2025.: [234, 72, 448, 93]
legal-notice: [913, 325, 1126, 562]
notice-heading: FICTITIOUS BUSINESS NAME STATEMENT: [8, 110, 196, 120]
notice-body: does not of itself authorize the use in this state of a Fictitious Business Name in violation of the rights of another under Federal, State, or common law.: [460, 72, 674, 104]
legal-notice: [234, 110, 448, 357]
notice-file-number: File No. 2025059025: [1139, 1091, 1217, 1102]
notice-boilerplate: The following person(s) is (are) doing business as: The business is conducted by: Signed: This statement was filed with the County Clerk of Los Angeles County on 03/2025. The registrant(s) has (have) commenced to transact business under the fictitious business name or names listed above. NOTICE- This Fictitious Name Statement expires five years from the date it was filed in the office of the County Clerk. A new Fictitious Business Name Statement must be filed prior to that date. The filing of this statement does not of itself authorize the use in this state of a Fictitious Business Name in violation of the rights of another under Federal, State, or common law (See section 14411 et seq. Business and Professions Code): [686, 1409, 900, 1549]
notice-file-number: File No. 2025063098: [8, 1112, 85, 1123]
notice-file-number: File No. 2025-062731: [460, 1841, 542, 1851]
notice-file-number: File No. 2025061611: [913, 1064, 990, 1074]
legal-notice: [8, 1852, 221, 2089]
notice-file-number: File No. 2025-05328: [460, 131, 537, 142]
notice-body: The following person(s) is (are) doing business as: SWEET MONEY TREATS. 20597 CALPET DR. WALNUT, CA 91789. Full name of registrant(s) is (are) YAZMIN MENDOZA. This business is conducted by: AN INDIVIDUAL. Signed: YAZMIN MENDOZA, OWNER.: [460, 2095, 674, 2159]
notice-body: The following person(s) is (are) doing business as: VAN NUYS CAR PLANET. 14329 VICTORY BLVD 6A. VAN NUYS, CA 91401. CALIFORNIA. LOS ANGELES COUNTY. Full name of registrant(s) is (are) BRANDON ADRIAN TUCHEZ. This business is conducted by: AN INDIVIDUAL. Signed: BRANDON ADRIAN TUCHEZ, OWNER.: [234, 131, 448, 207]
notice-body: The following person(s) is (are) doing business as: HARDER'S OASIS - FLORAL BOXES ORCHIDS AND GREENERY. 726 S SAN PEDRO ST. LOS ANGELES, CA 90014. This business is conducted by: AN INDIVIDUAL. Signed: HARDER EMILIO GALO CHAVEZ, OWNER.: [234, 2105, 448, 2169]
ad-panel: [717, 1937, 1359, 2543]
notice-boilerplate: The following person(s) is (are) doing business as: The business is conducted by: Signed: This statement was filed with the County Clerk of Los Angeles County on 03/2025. The registrant(s) has (have) commenced to transact business under the fictitious business name or names listed above. NOTICE- This Fictitious Name Statement expires five years from the date it was filed in the office of the County Clerk. A new Fictitious Business Name Statement must be filed prior to that date. The filing of this statement does not of itself authorize the use in this state of a Fictitious Business Name in violation of the rights of another under Federal, State, or common law (See section 14411 et seq. Business and Professions Code): [8, 1937, 221, 2077]
notice-heading: FICTITIOUS BUSINESS NAME STATEMENT: [913, 72, 1101, 82]
notice-body: The following person(s) is (are) doing business as: NATIONAL MARKETING GROUP. 1124 N COLUMBUS AVE SUITE 1. GLENDALE, CA 91202. Full name of registrant(s) is (are) NATIONAL MARKETING GROUP INC. This business is conducted by: A CORPORATION. Signed: ANNA HOVHANNISYAN, CEO.: [913, 821, 1126, 896]
notice-publication-dates: ES Dates Pub April 05, 12, 19 and 26, 2025: [234, 93, 394, 104]
legal-notice: [8, 1345, 221, 1593]
notice-file-number: File No. 2025063599: [686, 1102, 764, 1112]
page-footer: [0, 2551, 1367, 2576]
legal-notice: [8, 1103, 221, 1339]
notice-body: The following person(s) is (are) doing business as: BEST CHOICE BAIL BOND. 1524 W. GLENOAKS BLVD. GLENDALE, CA 91201. Full name of registrant(s) is (are) ADRINA ASKARYAN. This business is conducted by: AN INDIVIDUAL. Signed: ADRINA ASKARYAN, OWNER.: [1139, 1344, 1353, 1409]
legal-notice: [460, 1831, 674, 2067]
legal-notice: [234, 1356, 448, 1582]
notice-body: The following person(s) is (are) doing business as: J.J.J. VASQUEZ TRUCKING. 10315 WOODLEY AVE STE 219. GRANADA HILLS, CA 91344. Full name of registrant(s) is (are) TRIPLE J'S VASQUEZ TRUCKING, INC. This business is conducted by: A CORPORATION. Signed: JEANETTE TOLISE, CEO.: [913, 1328, 1126, 1393]
notice-heading: FICTITIOUS BUSINESS NAME STATEMENT: [686, 1323, 875, 1334]
notice-heading: FICTITIOUS BUSINESS NAME STATEMENT: [1139, 1080, 1327, 1091]
notice-boilerplate: The following person(s) is (are) doing business as: The business is conducted by: Signed: This statement was filed with the County Clerk of Los Angeles County on 03/2025. The registrant(s) has (have) commenced to transact business under the fictitious business name or names listed above. NOTICE- This Fictitious Name Statement expires five years from the date it was filed in the office of the County Clerk. A new Fictitious Business Name Statement must be filed prior to that date. The filing of this statement does not of itself authorize the use in this state of a Fictitious Business Name in violation of the rights of another under Federal, State, or common law (See section 14411 et seq. Business and Professions Code): [8, 2401, 221, 2541]
notice-file-number: File No. 2025060054: [1139, 859, 1217, 870]
notice-publication-dates: ES Dates Pub: MAR 29, APR 05, 12, 19, 2025: [460, 1328, 631, 1338]
notice-file-number: File No. 2025-060494: [234, 2095, 316, 2105]
notice-heading: FICTITIOUS BUSINESS NAME STATEMENT: [1139, 363, 1327, 374]
legal-notice: [1139, 1081, 1353, 1318]
notice-heading: FICTITIOUS BUSINESS NAME STATEMENT: [913, 325, 1101, 336]
notice-publication-dates: ES Dates Pub MAR 29, APR 05, 12, 19, 2025: [234, 1338, 402, 1349]
legal-notice: [8, 352, 221, 600]
notice-boilerplate: The following person(s) is (are) doing business as: The business is conducted by: Signed: This statement was filed with the County Clerk of Los Angeles County on 03/2025. The registrant(s) has (have) commenced to transact business under the fictitious business name or names listed above. NOTICE- This Fictitious Name Statement expires five years from the date it was filed in the office of the County Clerk. A new Fictitious Business Name Statement must be filed prior to that date. The filing of this statement does not of itself authorize the use in this state of a Fictitious Business Name in violation of the rights of another under Federal, State, or common law (See section 14411 et seq. Business and Professions Code): [8, 196, 221, 336]
legal-notice: [686, 1092, 900, 1318]
notice-heading: FICTITIOUS BUSINESS NAME STATEMENT: [8, 606, 196, 616]
notice-boilerplate: The following person(s) is (are) doing business as: The business is conducted by: Signed: This statement was filed with the County Clerk of Los Angeles County on 03/2025. The registrant(s) has (have) commenced to transact business under the fictitious business name or names listed above. NOTICE- This Fictitious Name Statement expires five years from the date it was filed in the office of the County Clerk. A new Fictitious Business Name Statement must be filed prior to that date. The filing of this statement does not of itself authorize the use in this state of a Fictitious Business Name in violation of the rights of another under Federal, State, or common law (See section 14411 et seq. Business and Professions Code): [686, 217, 900, 357]
notice-body: The following person(s) is (are) doing business as: EL TEY QUIROZ DELIVERIES. 727 N MOTT ST. LOS ANGELES, CA 90033. Full name of registrant(s) is (are) RUBEN JAUREGUI. This business is conducted by: AN INDIVIDUAL. Signed: RUBEN JAUREGUI, OWNER.: [234, 1377, 448, 1431]
notice-body: The following person(s) is (are) doing business as: HDT CONSULTING. 3727 W MAGNOLIA BLVD #196. BURBANK, CA 91505. Full name of registrant(s) is (are) HDT INVESTMENTS, INC. This business is conducted by: A CORPORATION. Signed: HDT INVESTMENTS, INC., HARUTYUN HARRY TIMURYAN, CEO.: [234, 638, 448, 703]
legal-notice: [8, 860, 221, 1097]
notice-column: [234, 72, 452, 2543]
notice-body: The following person(s) is (are) doing business as: CROSSROCK INSURANCE AGENCY. 2135 E GARVEY AVE N STE F-B-7. WEST COVINA, CA 91791. Full name of registrant(s) is (are) EN LI SERRATO. This business is conducted by: AN INDIVIDUAL. Signed: EN LI SERRATO, OWNER.: [686, 152, 900, 217]
service-item: • General Pest Control: [1037, 2180, 1348, 2222]
